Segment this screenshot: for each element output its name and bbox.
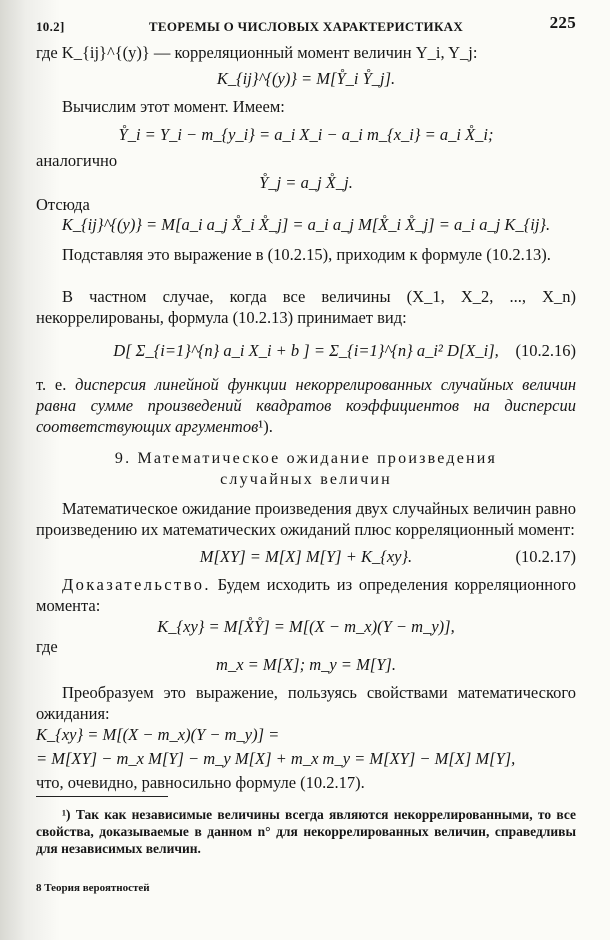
equation: K_{ij}^{(y)} = M[a_i a_j X̊_i X̊_j] = a_i a_j M[X̊_i X̊_j] = a_i a_j K_{ij}. bbox=[61, 215, 551, 234]
equation: = M[XY] − m_x M[Y] − m_y M[X] + m_x m_y = M[XY] − M[X] M[Y], bbox=[36, 749, 516, 768]
theorem-statement bbox=[36, 374, 576, 437]
footnote: ¹) Так как независимые величины всегда являются некоррелированными, то все свойства, доказываемые в данном n° для некоррелированных величин, справедливы для независимых величин. bbox=[36, 807, 576, 856]
paragraph: В частном случае, когда все величины (X_1, X_2, ..., X_n) некоррелированы, формула (10.2.13) принимает вид: bbox=[36, 287, 576, 327]
text-line: где K_{ij}^{(y)} — корреляционный момент величин Y_i, Y_j: bbox=[36, 43, 478, 62]
emphasized-text: дисперсия линейной функции некоррелированных случайных величин равна сумме произведений квадратов коэффициентов на дисперсии соответствующих аргументов bbox=[36, 375, 577, 436]
text-line: что, очевидно, равносильно формуле (10.2.17). bbox=[36, 773, 365, 792]
paragraph: Математическое ожидание произведения двух случайных величин равно произведению их математических ожиданий плюс корреляционный момент: bbox=[36, 499, 576, 539]
equation: D[ Σ_{i=1}^{n} a_i X_i + b ] = Σ_{i=1}^{n} a_i² D[X_i], bbox=[113, 341, 499, 360]
signature-mark: 8 Теория вероятностей bbox=[36, 882, 150, 894]
paragraph: Подставляя это выражение в (10.2.15), приходим к формуле (10.2.13). bbox=[62, 245, 551, 264]
equation: K_{xy} = M[X̊Y̊] = M[(X − m_x)(Y − m_y)], bbox=[157, 617, 455, 636]
text-line: где bbox=[36, 637, 58, 656]
equation: Y̊_i = Y_i − m_{y_i} = a_i X_i − a_i m_{x_i} = a_i X̊_i; bbox=[118, 125, 494, 144]
section-title: случайных величин bbox=[220, 471, 392, 488]
chapter-title: ТЕОРЕМЫ О ЧИСЛОВЫХ ХАРАКТЕРИСТИКАХ bbox=[148, 19, 464, 34]
section-ref: 10.2] bbox=[36, 19, 65, 34]
equation: m_x = M[X]; m_y = M[Y]. bbox=[216, 655, 396, 674]
equation: M[XY] = M[X] M[Y] + K_{xy}. bbox=[199, 547, 413, 566]
footnote-rule bbox=[36, 796, 168, 797]
text-line: Отсюда bbox=[36, 195, 90, 214]
proof-text: Будем исходить из определения корреляционного момента: bbox=[36, 575, 576, 615]
proof-label: Доказательство. bbox=[62, 575, 211, 594]
equation: K_{ij}^{(y)} = M[Y̊_i Y̊_j]. bbox=[216, 69, 396, 88]
page-number: 225 bbox=[549, 13, 576, 32]
running-header bbox=[36, 14, 576, 36]
equation: K_{xy} = M[(X − m_x)(Y − m_y)] = bbox=[36, 725, 280, 744]
paragraph: Преобразуем это выражение, пользуясь свойствами математического ожидания: bbox=[36, 683, 576, 723]
paragraph bbox=[36, 574, 576, 616]
section-title: 9. Математическое ожидание произведения bbox=[114, 450, 498, 467]
lead-text: т. е. bbox=[36, 375, 67, 394]
text-line: аналогично bbox=[36, 151, 118, 170]
footnote-ref: ¹). bbox=[258, 417, 273, 436]
equation: Y̊_j = a_j X̊_j. bbox=[259, 173, 353, 192]
equation-number: (10.2.17) bbox=[515, 547, 576, 566]
equation-numbered bbox=[36, 340, 576, 361]
equation-number: (10.2.16) bbox=[515, 341, 576, 360]
paragraph: Вычислим этот момент. Имеем: bbox=[62, 97, 285, 116]
equation-numbered bbox=[36, 546, 576, 567]
